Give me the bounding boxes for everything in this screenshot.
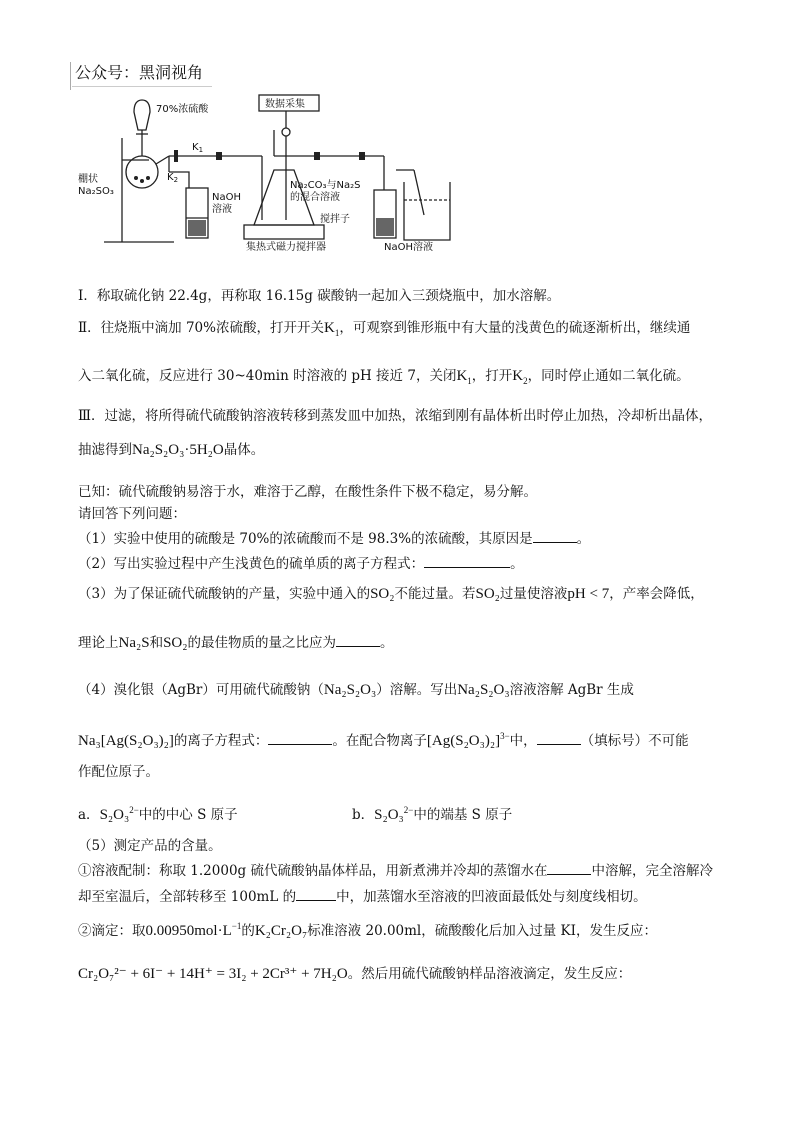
answer-blank-1[interactable] bbox=[533, 528, 577, 543]
three-neck-flask bbox=[126, 156, 158, 188]
dropping-funnel bbox=[134, 100, 150, 130]
question-3-line-2: 理论上Na₂S和SO₂的最佳物质的量之比应为 。 bbox=[78, 632, 393, 653]
answer-blank-4b[interactable] bbox=[537, 730, 581, 745]
step-2-line-2: 入二氧化硫，反应进行 30~40min 时溶液的 pH 接近 7，关闭$K_1$，打开$K_2$，同时停止通如二氧化硫。 bbox=[78, 368, 690, 386]
answer-blank-5b[interactable] bbox=[296, 886, 336, 901]
label-naoh-1: NaOH bbox=[212, 192, 241, 203]
label-solid-2: Na₂SO₃ bbox=[78, 186, 114, 197]
question-5-2-line-1: ②滴定：取$0.00950mol\cdot L^{-1}$的K₂Cr₂O₇标准溶液 20.00ml，硫酸酸化后加入过量 KI，发生反应： bbox=[78, 921, 657, 939]
label-mix-1: Na₂CO₃与Na₂S bbox=[290, 180, 361, 191]
answer-blank-3[interactable] bbox=[336, 632, 380, 647]
label-data: 数据采集 bbox=[265, 99, 305, 110]
beaker bbox=[404, 182, 450, 240]
question-4-line-2: Na₃[Ag(S₂O₃)₂]的离子方程式： 。在配合物离子$[Ag(S_2O_3)_2]^{3-}$中， （填标号）不可能 bbox=[78, 731, 689, 749]
label-k2: $K_2$ bbox=[167, 172, 179, 184]
step-2-line-1: Ⅱ．往烧瓶中滴加 70%浓硫酸，打开开关$K_1$，可观察到锥形瓶中有大量的浅黄色的硫逐渐析出，继续通 bbox=[78, 320, 691, 338]
known-info: 已知：硫代硫酸钠易溶于水，难溶于乙醇，在酸性条件下极不稳定，易分解。 bbox=[78, 484, 537, 500]
option-b: b．S₂O₃$^{2-}$中的端基 S 原子 bbox=[352, 805, 513, 823]
step-3-line-1: Ⅲ．过滤，将所得硫代硫酸钠溶液转移到蒸发皿中加热，浓缩到刚有晶体析出时停止加热，冷却析出晶体， bbox=[78, 408, 713, 424]
question-3-line-1: （3）为了保证硫代硫酸钠的产量，实验中通入的SO₂不能过量。若SO₂过量使溶液pH < 7，产率会降低， bbox=[78, 586, 704, 602]
question-5-1-line-1: ①溶液配制：称取 1.2000g 硫代硫酸钠晶体样品，用新煮沸并冷却的蒸馏水在 中溶解，完全溶解冷 bbox=[78, 860, 713, 881]
question-5: （5）测定产品的含量。 bbox=[78, 838, 222, 854]
label-mix-2: 的混合溶液 bbox=[290, 192, 340, 203]
label-stirrer: 搅拌子 bbox=[320, 214, 350, 225]
question-prompt: 请回答下列问题： bbox=[78, 506, 186, 522]
question-5-2-line-2: Cr₂O₇²⁻ + 6I⁻ + 14H⁺ = 3I₂ + 2Cr³⁺ + 7H₂O。然后用硫代硫酸钠样品溶液滴定，发生反应： bbox=[78, 966, 632, 982]
watermark: 公众号：黑洞视角 bbox=[70, 62, 203, 90]
question-5-1-line-2: 却至室温后，全部转移至 100mL 的 中，加蒸馏水至溶液的凹液面最低处与刻度线相切。 bbox=[78, 886, 647, 907]
label-solid-1: 棚状 bbox=[78, 174, 98, 185]
watermark-underline bbox=[72, 86, 212, 87]
question-4-line-1: （4）溴化银（AgBr）可用硫代硫酸钠（Na₂S₂O₃）溶解。写出Na₂S₂O₃溶液溶解 AgBr 生成 bbox=[78, 682, 634, 698]
label-magnetic: 集热式磁力搅拌器 bbox=[246, 242, 326, 253]
question-2: （2）写出实验过程中产生浅黄色的硫单质的离子方程式： 。 bbox=[78, 553, 524, 574]
answer-blank-4a[interactable] bbox=[268, 730, 332, 745]
apparatus-diagram bbox=[74, 90, 454, 255]
question-4-line-3: 作配位原子。 bbox=[78, 764, 159, 780]
question-1: （1）实验中使用的硫酸是 70%的浓硫酸而不是 98.3%的浓硫酸，其原因是 。 bbox=[78, 528, 590, 549]
answer-blank-5a[interactable] bbox=[547, 860, 591, 875]
label-naoh-2: 溶液 bbox=[212, 204, 232, 215]
magnetic-stirrer bbox=[244, 225, 324, 239]
answer-blank-2[interactable] bbox=[424, 553, 510, 568]
step-1: Ⅰ．称取硫化钠 22.4g，再称取 16.15g 碳酸钠一起加入三颈烧瓶中，加水溶解。 bbox=[78, 288, 561, 304]
label-acid: 70%浓硫酸 bbox=[156, 104, 209, 115]
option-a: a．S₂O₃$^{2-}$中的中心 S 原子 bbox=[78, 805, 238, 823]
label-k1: $K_1$ bbox=[192, 142, 204, 154]
step-3-line-2: 抽滤得到Na₂S₂O₃·5H₂O晶体。 bbox=[78, 442, 265, 458]
label-naoh-right: NaOH溶液 bbox=[384, 242, 433, 253]
